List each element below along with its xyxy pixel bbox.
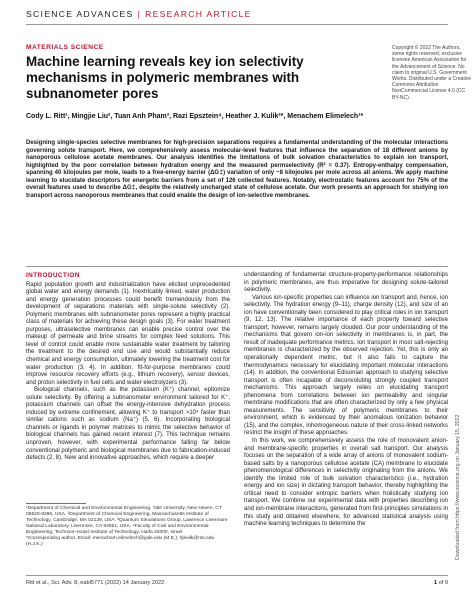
copyright-notice: Copyright © 2022 The Authors, some rights reserved; exclusive licensee American Association for the Advancement of Science. No claim to original U.S. Government Works. Distributed under a Creative Commons Attribution NonCommercial License 4.0 (CC BY-NC). [392,45,472,101]
footnote-rule [26,503,86,504]
left-column [26,272,230,463]
header-rule [26,24,448,25]
body-paragraph: In this work, we comprehensively assess the role of monovalent anion- and membrane-specific properties in overall salt transport. Our analysis focuses on the separation of a wide array of anions of monovalent sodium-based salts by a nanoporous cellulose acetate (CA) membrane to elucidate phenomenological differences in selectivity originating from the anions. We identify the limited role of bulk solvation characteristics (i.e., hydration energy and ion size) in dictating transport behavior, thereby highlighting the critical need to consider entropic barriers when holistically studying ion transport. We combine our experimental data with properties describing ion and ion-membrane interactions, generated from first-principles simulations in this study and obtained elsewhere, for advanced statistical analysis using machine learning techniques to determine the [244,438,448,528]
download-watermark: Downloaded from https://www.science.org on January 15, 2022 [455,414,461,560]
author-list: Cody L. Ritt¹, Mingjie Liu², Tuan Anh Pham³, Razi Epsztein⁴, Heather J. Kulik²*, Menachem Elimelech¹* [26,113,364,120]
footer-rule [26,575,448,576]
page-current: 1 [433,580,438,586]
affiliations [26,506,230,548]
right-column [244,272,448,529]
page-number [400,580,448,586]
abstract-rule [26,266,448,267]
abstract: Designing single-species selective membranes for high-precision separations requires a fundamental understanding of the molecular interactions governing solute transport. Here, we comprehensively assess molecular-level features that influence the separation of 18 different anions by nanoporous cellulose acetate membranes. Our analysis identifies the limitations of bulk solvation characteristics to explain ion transport, highlighted by the poor correlation between hydration energy and the measured permselectivity (R² = 0.37). Entropy-enthalpy compensation, spanning 40 kilojoules per mole, leads to a free-energy barrier (ΔG‡) variation of only ~8 kilojoules per mole across all anions. We apply machine learning to elucidate descriptors for energetic barriers from a set of 126 collected features. Notably, electrostatic features account for 75% of the overall features used to describe ΔG‡, despite the relatively uncharged state of cellulose acetate. Our work presents an approach for studying ion transport across nanoporous membranes that could enable the design of ion-selective membranes. [26,140,448,199]
footer-citation: Ritt et al., Sci. Adv. 8, eabl5771 (2022) 14 January 2022 [26,580,165,586]
header-separator: | [137,9,142,19]
journal-header [26,9,252,19]
body-paragraph: understanding of fundamental structure-property-performance relationships in polymeric membranes, are thus imperative for designing solute-tailored selectivity. [244,272,448,294]
journal-name: SCIENCE ADVANCES [26,9,134,19]
section-heading-introduction: INTRODUCTION [26,272,80,279]
article-title: Machine learning reveals key ion selectivity mechanisms in polymeric membranes with subnanometer pores [26,54,304,101]
section-label: MATERIALS SCIENCE [26,44,104,51]
page-total: of 9 [437,580,448,586]
body-paragraph: Biological channels, such as the potassium (K⁺) channel, epitomize solute selectivity. By offering a subnanometer environment tailored for K⁺, potassium channels can offset the energy-intensive dehydration process induced by extreme confinement, allowing K⁺ to transport >10⁴ faster than similar cations such as sodium (Na⁺) (5, 6). Incorporating biological channels or ligands in polymer matrices to mimic the selective behavior of biological channels has gained recent interest (7). This technique remains unproven, however, with experimental performance falling far below conventional polymeric and biological membranes due to fabrication-induced defects (2, 8). New and innovative approaches, which require a deeper [26,387,230,462]
corresponding-author: *Corresponding author. Email: menachem.elimelech@yale.edu (M.E.); hjkulik@mit.edu (H.J.K.) [26,536,215,547]
body-paragraph: Various ion-specific properties can influence ion transport and, hence, ion selectivity. The hydration energy (9–11), charge density (12), and size of an ion have conventionally been considered to play critical roles in ion transport (9, 12, 13). The relative importance of each property toward selective transport, however, remains largely clouded. Our poor understanding of the mechanisms that govern ion-ion selectivity in membranes is, in part, the result of inadequate performance metrics. Ion transport in most salt-rejecting membranes is characterized by the observed rejection. Yet, this is only an operationally dependent metric, but it also fails to capture the thermodynamics necessary for elucidating important molecular interactions (14). In addition, the conventional Edisonian approach to studying selective transport is often incapable of deconvoluting strongly coupled transport mechanisms. This approach largely relies on elucidating transport phenomena from correlations between ion permeability and singular membrane modifications that are often characterized by only a few physical measurements. The sensitivity of polymeric membranes to their environment, which is evidenced by their anomalous ionization behavior (15), and the complex, inhomogeneous nature of their cross-linked networks restrict the insight of these approaches. [244,294,448,437]
body-paragraph: Rapid population growth and industrialization have elicited unprecedented global water and energy demands (1). Inextricably linked, water production and energy generation processes could benefit tremendously from the development of separations materials with single-solute selectivity (2). Polymeric membranes with subnanometer pores represent a highly practical class of materials for achieving these design goals (3). For water treatment purposes, ultraselective membranes can enable precise control over the makeup of permeate and brine streams for complex feed solutions. This level of control could enable more sustainable water treatment by tailoring the treatment to the desired end use and would substantially reduce chemical and energy consumption, ultimately lowering the treatment cost for water production (3, 4). In addition, fit-for-purpose membranes could improve resource recovery efforts (e.g., lithium recovery), sensor devices, and proton selectivity in fuel cells and water electrolyzers (3). [26,281,230,386]
affiliation-text: ¹Department of Chemical and Environmental Engineering, Yale University, New Haven, CT 06520-8286, USA. ²Department of Chemical Engineering, Massachusetts Institute of Technology, Cambridge, MA 02139, USA. ³Quantum Simulations Group, Lawrence Livermore National Laboratory, Livermore, CA 94551, USA. ⁴Faculty of Civil and Environmental Engineering, Technion–Israel Institute of Technology, Haifa 32000, Israel. [26,506,228,535]
article-type: RESEARCH ARTICLE [145,9,252,19]
